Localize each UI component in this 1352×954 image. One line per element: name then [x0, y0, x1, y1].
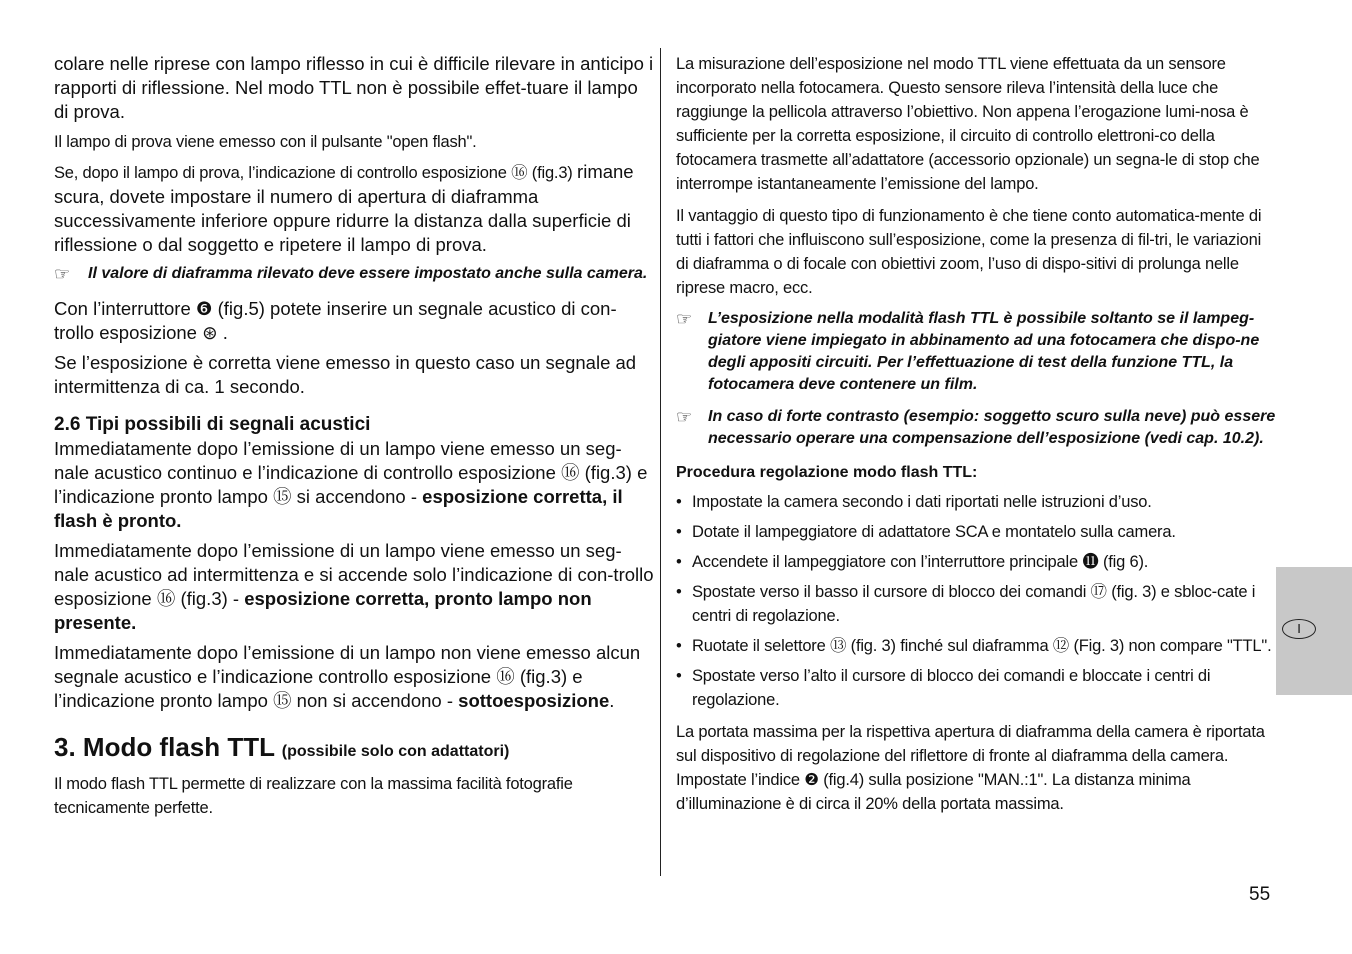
paragraph-lead: Se, dopo il lampo di prova, l’indicazione di controllo esposizione ⑯ (fig.3): [54, 164, 573, 182]
left-column: [54, 52, 654, 820]
paragraph: [54, 160, 654, 257]
list-item: [676, 550, 1276, 574]
list-item-text: Accendete il lampeggiatore con l’interruttore principale ⓫ (fig 6).: [692, 553, 1149, 571]
list-item-text: Ruotate il selettore ⑬ (fig. 3) finché sul diaframma ⑫ (Fig. 3) non compare "TTL".: [692, 637, 1272, 655]
paragraph: Con l’interruttore ❻ (fig.5) potete inserire un segnale acustico di con-trollo esposizione ⊛ .: [54, 298, 617, 343]
right-column: [676, 52, 1276, 816]
chapter-heading: [54, 731, 654, 768]
bullet: •: [676, 493, 682, 511]
paragraph: Il modo flash TTL permette di realizzare con la massima facilità fotografie tecnicamente perfette.: [54, 775, 573, 817]
paragraph-bold: esposizione corretta, pronto lampo non presente.: [54, 588, 592, 633]
paragraph: [54, 437, 654, 533]
paragraph-bold: sottoesposizione: [458, 690, 610, 711]
bullet: •: [676, 583, 682, 601]
pointing-hand-icon: ☞: [54, 264, 71, 284]
list-item-text: Dotate il lampeggiatore di adattatore SCA e montatelo sulla camera.: [692, 523, 1176, 541]
chapter-subtitle: (possibile solo con adattatori): [281, 743, 510, 760]
paragraph-text: Immediatamente dopo l’emissione di un lampo viene emesso un seg-nale acustico continuo e l’indicazione di controllo esposizione ⑯ (fig.3) e l’indicazione pronto lampo ⑮ si accendono -: [54, 438, 648, 507]
note: [676, 406, 1276, 450]
paragraph: La misurazione dell’esposizione nel modo TTL viene effettuata da un sensore incorporato nella fotocamera. Questo sensore rileva l’intensità della luce che raggiunge la pellicola attraverso l’obiettivo. Non appena l’erogazione lumi-nosa è sufficiente per la corretta esposizione, il circuito di controllo elettroni-co della fotocamera trasmette all’adattatore (accessorio opzionale) un segna-le di stop che interrompe istantaneamente l’emissione del lampo.: [676, 55, 1260, 193]
list-item: [676, 490, 1276, 514]
list-item: [676, 664, 1276, 712]
paragraph-text: Immediatamente dopo l’emissione di un lampo non viene emesso alcun segnale acustico e l’indicazione controllo esposizione ⑯ (fig.3) e l’indicazione pronto lampo ⑮ non si accendono -: [54, 642, 641, 711]
paragraph: [54, 641, 654, 713]
list-item: [676, 580, 1276, 628]
note-text: L’esposizione nella modalità flash TTL è possibile soltanto se il lampeg-giatore viene impiegato in abbinamento ad una fotocamera che dispo-ne degli appositi circuiti. Per l’effettuazione di test della funzione TTL, la fotocamera deve contenere un film.: [708, 310, 1260, 393]
paragraph-rest: rimane scura, dovete impostare il numero di apertura di diaframma successivamente inferiore oppure ridurre la distanza dalla superficie di riflessione o dal soggetto e ripetere il lampo di prova.: [54, 161, 634, 255]
list-item: [676, 634, 1276, 658]
note-text: In caso di forte contrasto (esempio: soggetto scuro sulla neve) può essere necessario operare una compensazione dell’esposizione (vedi cap. 10.2).: [708, 408, 1276, 447]
bullet: •: [676, 637, 682, 655]
bullet: •: [676, 523, 682, 541]
paragraph-text: Immediatamente dopo l’emissione di un lampo viene emesso un seg-nale acustico ad intermittenza e si accende solo l’indicazione di con-trollo esposizione ⑯ (fig.3) -: [54, 540, 654, 609]
section-heading: 2.6 Tipi possibili di segnali acustici: [54, 414, 371, 435]
note-text: Il valore di diaframma rilevato deve essere impostato anche sulla camera.: [88, 265, 648, 282]
procedure-title: Procedura regolazione modo flash TTL:: [676, 464, 978, 481]
procedure-list: [676, 490, 1276, 712]
pointing-hand-icon: ☞: [676, 309, 693, 329]
note: [676, 308, 1276, 396]
paragraph-bold: esposizione corretta, il flash è pronto.: [54, 486, 623, 531]
chapter-title: 3. Modo flash TTL: [54, 732, 275, 762]
paragraph: La portata massima per la rispettiva apertura di diaframma della camera è riportata sul dispositivo di regolazione del riflettore di fronte al diaframma della camera. Impostate l’indice ❷ (fig.4) sulla posizione "MAN.:1". La distanza minima d’illuminazione è di circa il 20% della portata massima.: [676, 723, 1265, 813]
list-item-text: Spostate verso il basso il cursore di blocco dei comandi ⑰ (fig. 3) e sbloc-cate i centri di regolazione.: [692, 583, 1256, 625]
paragraph: Se l’esposizione è corretta viene emesso in questo caso un segnale ad intermittenza di ca. 1 secondo.: [54, 352, 637, 397]
column-divider: [660, 48, 661, 876]
paragraph: Il vantaggio di questo tipo di funzionamento è che tiene conto automatica-mente di tutti i fattori che influiscono sull’esposizione, come la presenza di fil-tri, le variazioni di diaframma o di focale con obiettivi zoom, l’uso di dispo-sitivi di prolunga nelle riprese macro, ecc.: [676, 207, 1262, 297]
page-number: 55: [1249, 884, 1271, 905]
list-item-text: Impostate la camera secondo i dati riportati nelle istruzioni d’uso.: [692, 493, 1152, 511]
bullet: •: [676, 667, 682, 685]
pointing-hand-icon: ☞: [676, 407, 693, 427]
paragraph: Il lampo di prova viene emesso con il pulsante "open flash".: [54, 133, 477, 151]
list-item-text: Spostate verso l’alto il cursore di blocco dei comandi e bloccate i centri di regolazione.: [692, 667, 1211, 709]
paragraph-text: .: [609, 690, 615, 711]
language-tab-label: I: [1282, 619, 1316, 639]
paragraph: colare nelle riprese con lampo riflesso in cui è difficile rilevare in anticipo i rapporti di riflessione. Nel modo TTL non è possibile effet-tuare il lampo di prova.: [54, 53, 654, 122]
note: [54, 263, 654, 285]
list-item: [676, 520, 1276, 544]
paragraph: [54, 539, 654, 635]
bullet: •: [676, 553, 682, 571]
